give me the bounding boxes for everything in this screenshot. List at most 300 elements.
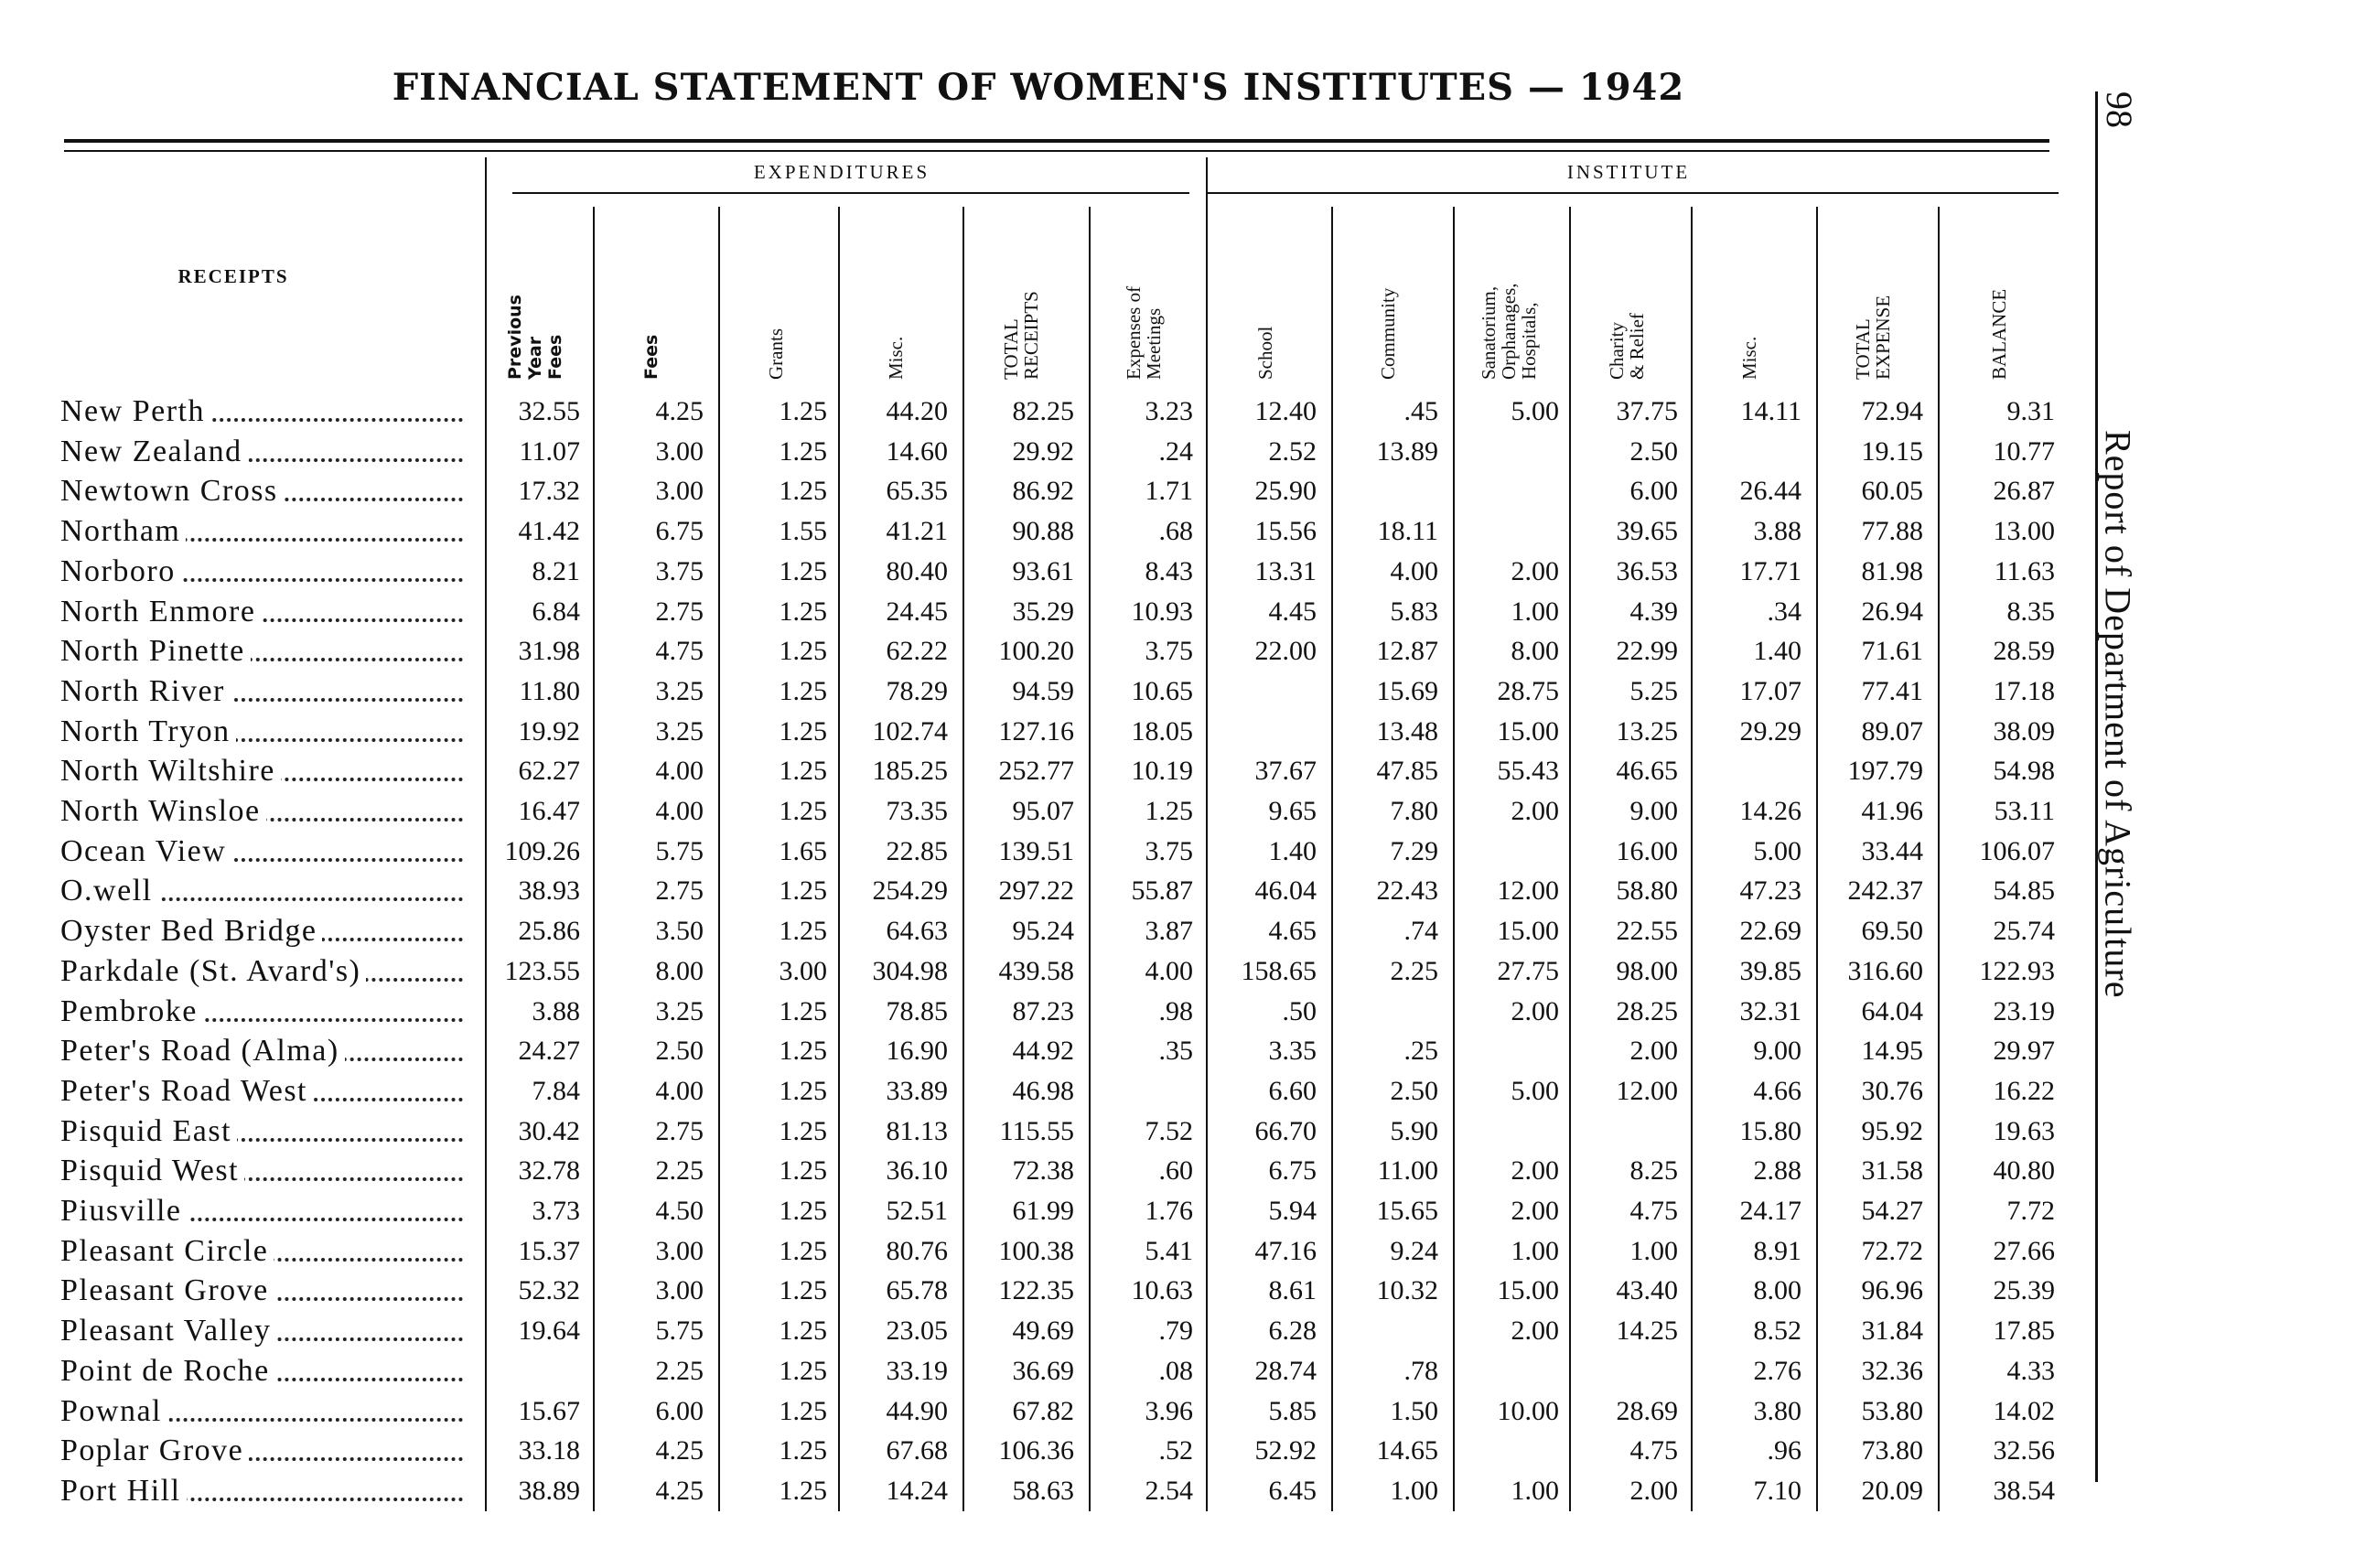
cell-fees: 2.25 [655, 1355, 704, 1386]
cell-expenses-of-meetings: 55.87 [1131, 875, 1193, 907]
column-header-text: Charity [1605, 322, 1628, 380]
cell-total-receipts: 100.38 [998, 1235, 1074, 1266]
cell-sanatorium-orphanages-hospitals: 15.00 [1497, 1275, 1559, 1306]
cell-expenses-of-meetings: 1.71 [1145, 476, 1193, 507]
institute-underline [1208, 192, 2059, 194]
table-row [0, 992, 2104, 1032]
cell-misc-receipts: 81.13 [886, 1115, 948, 1146]
cell-expenses-of-meetings: .35 [1158, 1036, 1193, 1067]
cell-misc-institute: 15.80 [1739, 1115, 1801, 1146]
institute-name: North Wiltshire [60, 754, 281, 788]
cell-fees: 3.00 [655, 1235, 704, 1266]
cell-fees: 4.25 [655, 1435, 704, 1466]
cell-sanatorium-orphanages-hospitals [1453, 1112, 1559, 1151]
cell-community: 18.11 [1377, 516, 1438, 547]
cell-misc-institute: 24.17 [1739, 1196, 1801, 1226]
cell-misc-receipts: 44.20 [886, 396, 948, 426]
cell-charity-relief: 5.25 [1629, 675, 1678, 706]
running-title: Report of Department of Agriculture [2097, 430, 2139, 999]
cell-charity-relief: 12.00 [1616, 1075, 1678, 1106]
institute-name-cell [60, 1271, 463, 1310]
cell-community: 7.80 [1390, 796, 1438, 826]
table-row [0, 671, 2104, 712]
cell-total-receipts: 106.36 [998, 1435, 1074, 1466]
table-row [0, 1071, 2104, 1112]
institute-name: Norboro [60, 554, 181, 588]
cell-misc-receipts: 16.90 [886, 1036, 948, 1067]
cell-charity-relief: 28.69 [1616, 1395, 1678, 1426]
cell-community: 11.00 [1377, 1155, 1438, 1187]
cell-school: 8.61 [1268, 1275, 1317, 1306]
cell-misc-institute: 17.07 [1739, 675, 1801, 706]
cell-fees: 4.25 [655, 396, 704, 426]
cell-fees: 2.75 [655, 596, 704, 627]
cell-misc-institute: 7.10 [1753, 1475, 1801, 1506]
cell-sanatorium-orphanages-hospitals: 10.00 [1497, 1395, 1559, 1426]
cell-total-receipts: 439.58 [998, 955, 1074, 986]
cell-total-expense: 73.80 [1861, 1435, 1923, 1466]
column-header-expenses-of-meetings [1089, 197, 1199, 380]
cell-school: 66.70 [1254, 1115, 1317, 1146]
cell-community: 5.90 [1390, 1115, 1438, 1146]
institute-name-cell [60, 511, 463, 551]
cell-fees: 3.00 [655, 435, 704, 467]
cell-fees: 3.00 [655, 1275, 704, 1306]
cell-misc-institute: 2.76 [1753, 1355, 1801, 1386]
cell-misc-institute: 14.26 [1739, 796, 1801, 826]
cell-sanatorium-orphanages-hospitals: 2.00 [1511, 1155, 1559, 1187]
cell-expenses-of-meetings: .08 [1158, 1355, 1193, 1386]
column-divider [718, 207, 720, 1511]
cell-balance: 53.11 [1994, 796, 2055, 826]
column-header-text: & Relief [1625, 313, 1648, 380]
cell-balance: 38.54 [1993, 1475, 2055, 1506]
cell-misc-receipts: 102.74 [872, 715, 948, 746]
cell-expenses-of-meetings: 1.25 [1145, 796, 1193, 826]
cell-previous-year-fees [485, 1351, 580, 1391]
cell-previous-year-fees: 41.42 [518, 516, 580, 547]
cell-misc-institute: 2.88 [1753, 1155, 1801, 1187]
table-row [0, 1151, 2104, 1191]
column-divider [1331, 207, 1333, 1511]
cell-misc-institute: 32.31 [1739, 995, 1801, 1026]
cell-misc-receipts: 73.35 [886, 796, 948, 826]
table-row [0, 1112, 2104, 1152]
cell-grants: 1.25 [779, 1115, 827, 1146]
cell-fees: 2.50 [655, 1036, 704, 1067]
cell-sanatorium-orphanages-hospitals: 1.00 [1511, 1235, 1559, 1266]
cell-charity-relief: 58.80 [1616, 875, 1678, 907]
column-divider [593, 207, 595, 1511]
institute-name: Piusville [60, 1194, 188, 1228]
column-header-community [1331, 197, 1444, 380]
cell-community: 22.43 [1376, 875, 1438, 907]
cell-total-expense: 96.96 [1861, 1275, 1923, 1306]
cell-misc-institute: 3.80 [1753, 1395, 1801, 1426]
cell-school: 9.65 [1268, 796, 1317, 826]
cell-community: .78 [1403, 1355, 1438, 1386]
table-row [0, 392, 2104, 432]
institute-name-cell [60, 1191, 463, 1230]
cell-grants: 1.25 [779, 1395, 827, 1426]
cell-total-receipts: 115.55 [999, 1115, 1074, 1146]
table-row [0, 1231, 2104, 1272]
column-header-text: Misc. [1737, 336, 1760, 380]
cell-total-expense: 14.95 [1861, 1036, 1923, 1067]
institute-name-cell [60, 712, 463, 751]
cell-community: 1.50 [1390, 1395, 1438, 1426]
table-row [0, 1031, 2104, 1071]
cell-expenses-of-meetings [1089, 1071, 1193, 1111]
page-number: 98 [2099, 91, 2140, 128]
cell-balance: 9.31 [2006, 396, 2055, 426]
cell-community: .25 [1403, 1036, 1438, 1067]
cell-school: 13.31 [1254, 555, 1317, 586]
cell-total-receipts: 127.16 [998, 715, 1074, 746]
cell-expenses-of-meetings: 10.65 [1131, 675, 1193, 706]
cell-grants: 1.25 [779, 555, 827, 586]
institute-name: North Pinette [60, 634, 251, 668]
cell-total-expense: 54.27 [1861, 1196, 1923, 1226]
cell-misc-receipts: 65.35 [886, 476, 948, 507]
table-row [0, 1471, 2104, 1511]
column-header-text: BALANCE [1988, 288, 2010, 380]
column-header-total-receipts [962, 197, 1080, 380]
cell-school [1208, 671, 1317, 711]
institute-name: Pleasant Grove [60, 1273, 274, 1307]
cell-sanatorium-orphanages-hospitals: 1.00 [1511, 1475, 1559, 1506]
column-header-text: Grants [764, 328, 787, 380]
institute-name: Point de Roche [60, 1354, 275, 1388]
table-row [0, 712, 2104, 752]
column-header-text: Meetings [1143, 307, 1165, 380]
expenditures-underline [512, 192, 1189, 194]
cell-total-expense: 316.60 [1847, 955, 1923, 986]
column-header-text: School [1253, 326, 1276, 380]
cell-misc-receipts: 14.24 [886, 1475, 948, 1506]
institute-name: Northam [60, 514, 186, 548]
cell-grants: 3.00 [779, 955, 827, 986]
table-row [0, 751, 2104, 791]
cell-previous-year-fees: 3.88 [532, 995, 580, 1026]
cell-balance: 25.39 [1993, 1275, 2055, 1306]
column-divider [1816, 207, 1818, 1511]
column-header-text: RECEIPTS [1020, 291, 1042, 380]
cell-previous-year-fees: 6.84 [532, 596, 580, 627]
table-row [0, 951, 2104, 992]
cell-misc-institute: 9.00 [1753, 1036, 1801, 1067]
table-row [0, 832, 2104, 872]
cell-total-expense: 89.07 [1861, 715, 1923, 746]
cell-misc-receipts: 64.63 [886, 916, 948, 947]
cell-grants: 1.25 [779, 875, 827, 907]
cell-misc-institute: 14.11 [1740, 396, 1801, 426]
cell-sanatorium-orphanages-hospitals: 5.00 [1511, 1075, 1559, 1106]
cell-charity-relief: 1.00 [1629, 1235, 1678, 1266]
cell-misc-receipts: 62.22 [886, 636, 948, 667]
cell-misc-institute: .34 [1767, 596, 1801, 627]
cell-total-expense: 30.76 [1861, 1075, 1923, 1106]
cell-fees: 6.75 [655, 516, 704, 547]
cell-grants: 1.25 [779, 435, 827, 467]
cell-misc-receipts: 80.76 [886, 1235, 948, 1266]
cell-sanatorium-orphanages-hospitals: 27.75 [1497, 955, 1559, 986]
cell-school: 6.60 [1268, 1075, 1317, 1106]
cell-grants: 1.55 [779, 516, 827, 547]
cell-misc-receipts: 304.98 [872, 955, 948, 986]
cell-expenses-of-meetings: 10.63 [1131, 1275, 1193, 1306]
cell-previous-year-fees: 11.80 [519, 675, 580, 706]
cell-previous-year-fees: 52.32 [518, 1275, 580, 1306]
cell-balance: 26.87 [1993, 476, 2055, 507]
cell-misc-receipts: 80.40 [886, 555, 948, 586]
cell-charity-relief: 28.25 [1616, 995, 1678, 1026]
cell-school: 4.65 [1268, 916, 1317, 947]
institute-name-cell [60, 1351, 463, 1391]
cell-misc-institute: 8.52 [1753, 1316, 1801, 1347]
cell-total-expense: 60.05 [1861, 476, 1923, 507]
cell-school: 6.28 [1268, 1316, 1317, 1347]
cell-charity-relief: 16.00 [1616, 835, 1678, 866]
cell-balance: 17.85 [1993, 1316, 2055, 1347]
column-header-fees [593, 197, 709, 380]
cell-balance: 32.56 [1993, 1435, 2055, 1466]
cell-expenses-of-meetings: .60 [1158, 1155, 1193, 1187]
expenditures-group-header: EXPENDITURES [753, 161, 930, 183]
cell-expenses-of-meetings: 10.19 [1131, 756, 1193, 787]
cell-previous-year-fees: 8.21 [532, 555, 580, 586]
cell-misc-institute: 1.40 [1753, 636, 1801, 667]
cell-school: 5.85 [1268, 1395, 1317, 1426]
cell-previous-year-fees: 33.18 [518, 1435, 580, 1466]
cell-balance: 23.19 [1993, 995, 2055, 1026]
column-header-misc-institute [1691, 197, 1807, 380]
institute-name-cell [60, 631, 463, 671]
cell-total-receipts: 49.69 [1012, 1316, 1074, 1347]
cell-charity-relief: 22.99 [1616, 636, 1678, 667]
cell-school [1208, 712, 1317, 751]
cell-misc-institute: 39.85 [1739, 955, 1801, 986]
column-divider [1206, 157, 1208, 1511]
column-header-text: TOTAL [1000, 318, 1022, 380]
institute-name: O.well [60, 874, 158, 908]
cell-misc-receipts: 41.21 [886, 516, 948, 547]
cell-expenses-of-meetings: 2.54 [1145, 1475, 1193, 1506]
cell-misc-institute: 26.44 [1739, 476, 1801, 507]
column-header-balance [1938, 197, 2060, 380]
cell-charity-relief: 6.00 [1629, 476, 1678, 507]
cell-fees: 5.75 [655, 1316, 704, 1347]
institute-name: North Enmore [60, 595, 261, 628]
cell-balance: 122.93 [1979, 955, 2055, 986]
cell-grants: 1.65 [779, 835, 827, 866]
cell-total-receipts: 82.25 [1012, 396, 1074, 426]
cell-sanatorium-orphanages-hospitals: 5.00 [1511, 396, 1559, 426]
cell-school: .50 [1282, 995, 1317, 1026]
cell-fees: 6.00 [655, 1395, 704, 1426]
cell-expenses-of-meetings: .98 [1158, 995, 1193, 1026]
cell-misc-receipts: 44.90 [886, 1395, 948, 1426]
cell-balance: 27.66 [1993, 1235, 2055, 1266]
cell-community: 10.32 [1376, 1275, 1438, 1306]
cell-school: 6.45 [1268, 1475, 1317, 1506]
cell-balance: 106.07 [1979, 835, 2055, 866]
cell-balance: 40.80 [1993, 1155, 2055, 1187]
cell-total-receipts: 94.59 [1012, 675, 1074, 706]
page-title: FINANCIAL STATEMENT OF WOMEN'S INSTITUTES — 1942 [392, 66, 1685, 109]
column-divider [1569, 207, 1571, 1511]
column-header-sanatorium-orphanages-hospitals [1453, 197, 1565, 380]
cell-grants: 1.25 [779, 675, 827, 706]
cell-grants: 1.25 [779, 1316, 827, 1347]
column-divider [1089, 207, 1091, 1511]
column-header-previous-year-fees [485, 197, 586, 380]
cell-charity-relief: 2.00 [1629, 1036, 1678, 1067]
cell-misc-receipts: 33.19 [886, 1355, 948, 1386]
cell-total-receipts: 100.20 [998, 636, 1074, 667]
column-header-misc-receipts [838, 197, 953, 380]
cell-misc-receipts: 24.45 [886, 596, 948, 627]
cell-expenses-of-meetings: .79 [1158, 1316, 1193, 1347]
receipts-header: RECEIPTS [177, 265, 289, 287]
cell-grants: 1.25 [779, 1275, 827, 1306]
institute-name: Pleasant Circle [60, 1234, 274, 1268]
cell-school: 158.65 [1241, 955, 1317, 986]
cell-balance: 11.63 [1994, 555, 2055, 586]
institute-name-cell [60, 751, 463, 790]
table-row [0, 1351, 2104, 1391]
cell-community: .74 [1403, 916, 1438, 947]
cell-misc-receipts: 52.51 [886, 1196, 948, 1226]
column-header-charity-relief [1569, 197, 1683, 380]
cell-grants: 1.25 [779, 995, 827, 1026]
table-row [0, 1431, 2104, 1471]
cell-total-receipts: 95.07 [1012, 796, 1074, 826]
institute-name-cell [60, 832, 463, 871]
cell-fees: 3.00 [655, 476, 704, 507]
cell-balance: 14.02 [1993, 1395, 2055, 1426]
column-header-text: Hospitals, [1518, 302, 1540, 380]
cell-expenses-of-meetings: .52 [1158, 1435, 1193, 1466]
cell-community: 1.00 [1390, 1475, 1438, 1506]
cell-grants: 1.25 [779, 1355, 827, 1386]
institute-name-cell [60, 992, 463, 1031]
table-row [0, 432, 2104, 472]
cell-sanatorium-orphanages-hospitals [1453, 832, 1559, 871]
institute-name: Ocean View [60, 834, 231, 868]
cell-previous-year-fees: 109.26 [504, 835, 580, 866]
institute-name-cell [60, 911, 463, 950]
cell-previous-year-fees: 11.07 [519, 435, 580, 467]
cell-grants: 1.25 [779, 1475, 827, 1506]
cell-sanatorium-orphanages-hospitals [1453, 432, 1559, 471]
cell-total-expense: 81.98 [1861, 555, 1923, 586]
institute-name-cell [60, 1471, 463, 1510]
cell-grants: 1.25 [779, 1155, 827, 1187]
cell-total-receipts: 36.69 [1012, 1355, 1074, 1386]
cell-school: 4.45 [1268, 596, 1317, 627]
cell-total-receipts: 61.99 [1012, 1196, 1074, 1226]
institute-name: North Tryon [60, 714, 236, 748]
cell-community: 47.85 [1376, 756, 1438, 787]
cell-previous-year-fees: 17.32 [518, 476, 580, 507]
cell-school: 6.75 [1268, 1155, 1317, 1187]
institute-name: Poplar Grove [60, 1434, 249, 1467]
cell-school: 3.35 [1268, 1036, 1317, 1067]
institute-name: Peter's Road (Alma) [60, 1034, 345, 1068]
cell-school: 52.92 [1254, 1435, 1317, 1466]
cell-sanatorium-orphanages-hospitals [1453, 1031, 1559, 1070]
cell-misc-receipts: 67.68 [886, 1435, 948, 1466]
cell-sanatorium-orphanages-hospitals [1453, 1351, 1559, 1391]
cell-school: 15.56 [1254, 516, 1317, 547]
cell-fees: 5.75 [655, 835, 704, 866]
cell-school: 1.40 [1268, 835, 1317, 866]
cell-misc-institute: 22.69 [1739, 916, 1801, 947]
cell-sanatorium-orphanages-hospitals: 2.00 [1511, 1196, 1559, 1226]
column-header-text: Community [1376, 287, 1399, 380]
cell-sanatorium-orphanages-hospitals: 2.00 [1511, 555, 1559, 586]
cell-fees: 4.00 [655, 796, 704, 826]
cell-charity-relief: 43.40 [1616, 1275, 1678, 1306]
cell-misc-receipts: 23.05 [886, 1316, 948, 1347]
cell-school: 46.04 [1254, 875, 1317, 907]
cell-community: 13.89 [1376, 435, 1438, 467]
cell-total-expense: 53.80 [1861, 1395, 1923, 1426]
table-row [0, 592, 2104, 632]
cell-previous-year-fees: 16.47 [518, 796, 580, 826]
cell-expenses-of-meetings: 7.52 [1145, 1115, 1193, 1146]
column-header-text: Orphanages, [1498, 283, 1520, 380]
cell-sanatorium-orphanages-hospitals [1453, 471, 1559, 510]
institute-name: North River [60, 674, 231, 708]
cell-misc-institute: 29.29 [1739, 715, 1801, 746]
cell-total-expense: 242.37 [1847, 875, 1923, 907]
cell-fees: 8.00 [655, 955, 704, 986]
cell-fees: 4.75 [655, 636, 704, 667]
cell-misc-receipts: 254.29 [872, 875, 948, 907]
cell-previous-year-fees: 25.86 [518, 916, 580, 947]
header-rule-thin [64, 150, 2049, 152]
cell-community: 13.48 [1376, 715, 1438, 746]
cell-misc-receipts: 78.85 [886, 995, 948, 1026]
cell-total-expense: 72.72 [1861, 1235, 1923, 1266]
cell-charity-relief: 4.39 [1629, 596, 1678, 627]
institute-name: Pisquid East [60, 1114, 237, 1148]
cell-fees: 4.25 [655, 1475, 704, 1506]
institute-name-cell [60, 552, 463, 591]
column-divider [962, 207, 964, 1511]
cell-total-receipts: 35.29 [1012, 596, 1074, 627]
cell-total-expense: 31.84 [1861, 1316, 1923, 1347]
cell-charity-relief: 2.50 [1629, 435, 1678, 467]
cell-grants: 1.25 [779, 476, 827, 507]
cell-expenses-of-meetings: 5.41 [1145, 1235, 1193, 1266]
cell-balance: 16.22 [1993, 1075, 2055, 1106]
cell-expenses-of-meetings: .68 [1158, 516, 1193, 547]
cell-sanatorium-orphanages-hospitals: 2.00 [1511, 995, 1559, 1026]
column-header-grants [718, 197, 833, 380]
cell-charity-relief: 9.00 [1629, 796, 1678, 826]
table-row [0, 552, 2104, 592]
table-row [0, 471, 2104, 511]
cell-previous-year-fees: 3.73 [532, 1196, 580, 1226]
column-header-text: Expenses of [1123, 285, 1145, 380]
institute-name: Pleasant Valley [60, 1314, 277, 1348]
cell-charity-relief: 22.55 [1616, 916, 1678, 947]
cell-total-receipts: 46.98 [1012, 1075, 1074, 1106]
cell-grants: 1.25 [779, 396, 827, 426]
